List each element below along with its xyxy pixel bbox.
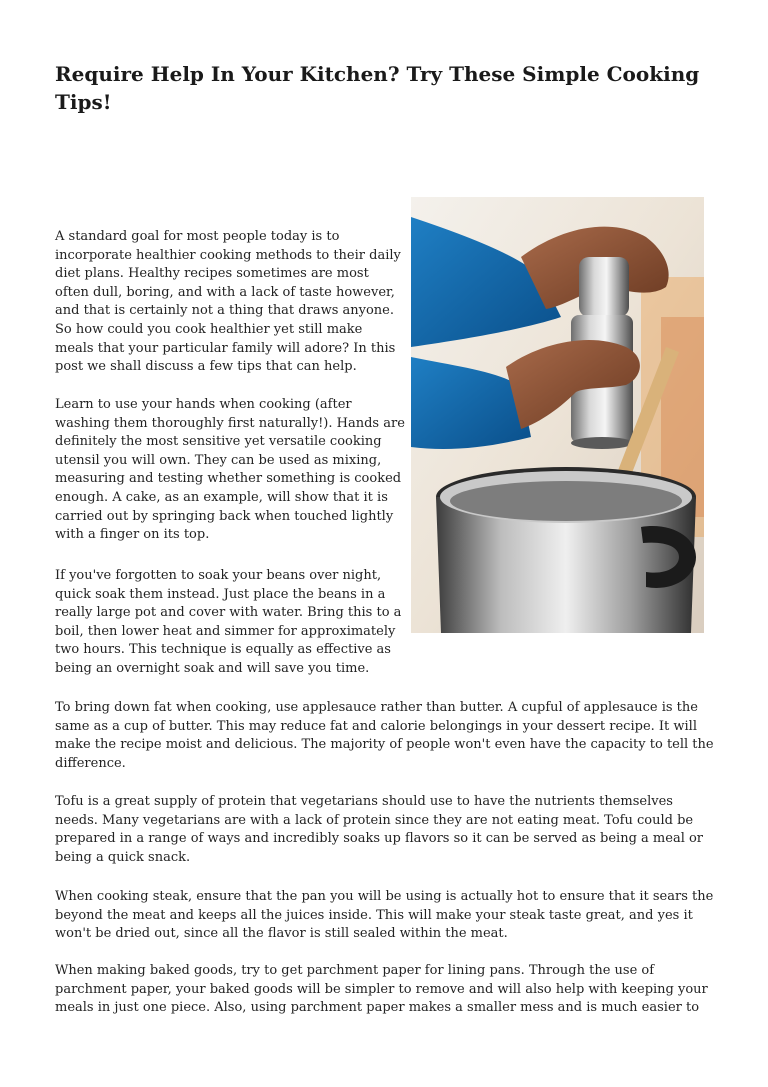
paragraph-parchment [55, 962, 715, 1018]
cooking-photo-pepper-grinder-pot-icon [411, 197, 704, 633]
paragraph-text: Learn to use your hands when cooking (after washing them thoroughly first naturally!). Hands are definitely the most sensitive yet versatile cooking utensil you will own. They can be used as mixing, measuring and testing whether something is cooked enough. A cake, as an example, will show that it is carried out by springing back when touched lightly with a finger on its top. [55, 397, 405, 543]
paragraph-text: A standard goal for most people today is to incorporate healthier cooking methods to their daily diet plans. Healthy recipes sometimes are most often dull, boring, and with a lack of taste however, and that is certainly not a thing that draws anyone. So how could you cook healthier yet still make meals that your particular family will adore? In this post we shall discuss a few tips that can help. [55, 229, 401, 375]
paragraph-text: Tofu is a great supply of protein that vegetarians should use to have the nutrients themselves needs. Many vegetarians are with a lack of protein since they are not eating meat. Tofu could be prepared in a range of ways and incredibly soaks up flavors so it can be served as being a meal or being a quick snack. [55, 794, 704, 865]
paragraph-text: When making baked goods, try to get parchment paper for lining pans. Through the use of parchment paper, your baked goods will be simpler to remove and will also help with keeping your meals in just one piece. Also, using parchment paper makes a smaller mess and is much easier to [55, 963, 708, 1016]
paragraph-intro [55, 228, 405, 377]
paragraph-text: To bring down fat when cooking, use applesauce rather than butter. A cupful of applesauce is the same as a cup of butter. This may reduce fat and calorie belongings in your dessert recipe. It will make the recipe moist and delicious. The majority of people won't even have the capacity to tell the difference. [55, 700, 714, 771]
paragraph-tofu [55, 793, 715, 867]
article-title: Require Help In Your Kitchen? Try These Simple Cooking Tips! [55, 62, 700, 114]
paragraph-beans [55, 567, 405, 679]
paragraph-text: When cooking steak, ensure that the pan you will be using is actually hot to ensure that it sears the beyond the meat and keeps all the juices inside. This will make your steak taste great, and yes it won't be dried out, since all the flavor is still sealed within the meat. [55, 889, 714, 942]
paragraph-steak [55, 888, 715, 944]
paragraph-text: If you've forgotten to soak your beans over night, quick soak them instead. Just place the beans in a really large pot and cover with water. Bring this to a boil, then lower heat and simmer for approximately two hours. This technique is equally as effective as being an overnight soak and will save you time. [55, 568, 402, 676]
paragraph-hands [55, 396, 405, 545]
cooking-photo [411, 197, 704, 633]
paragraph-applesauce [55, 699, 715, 773]
